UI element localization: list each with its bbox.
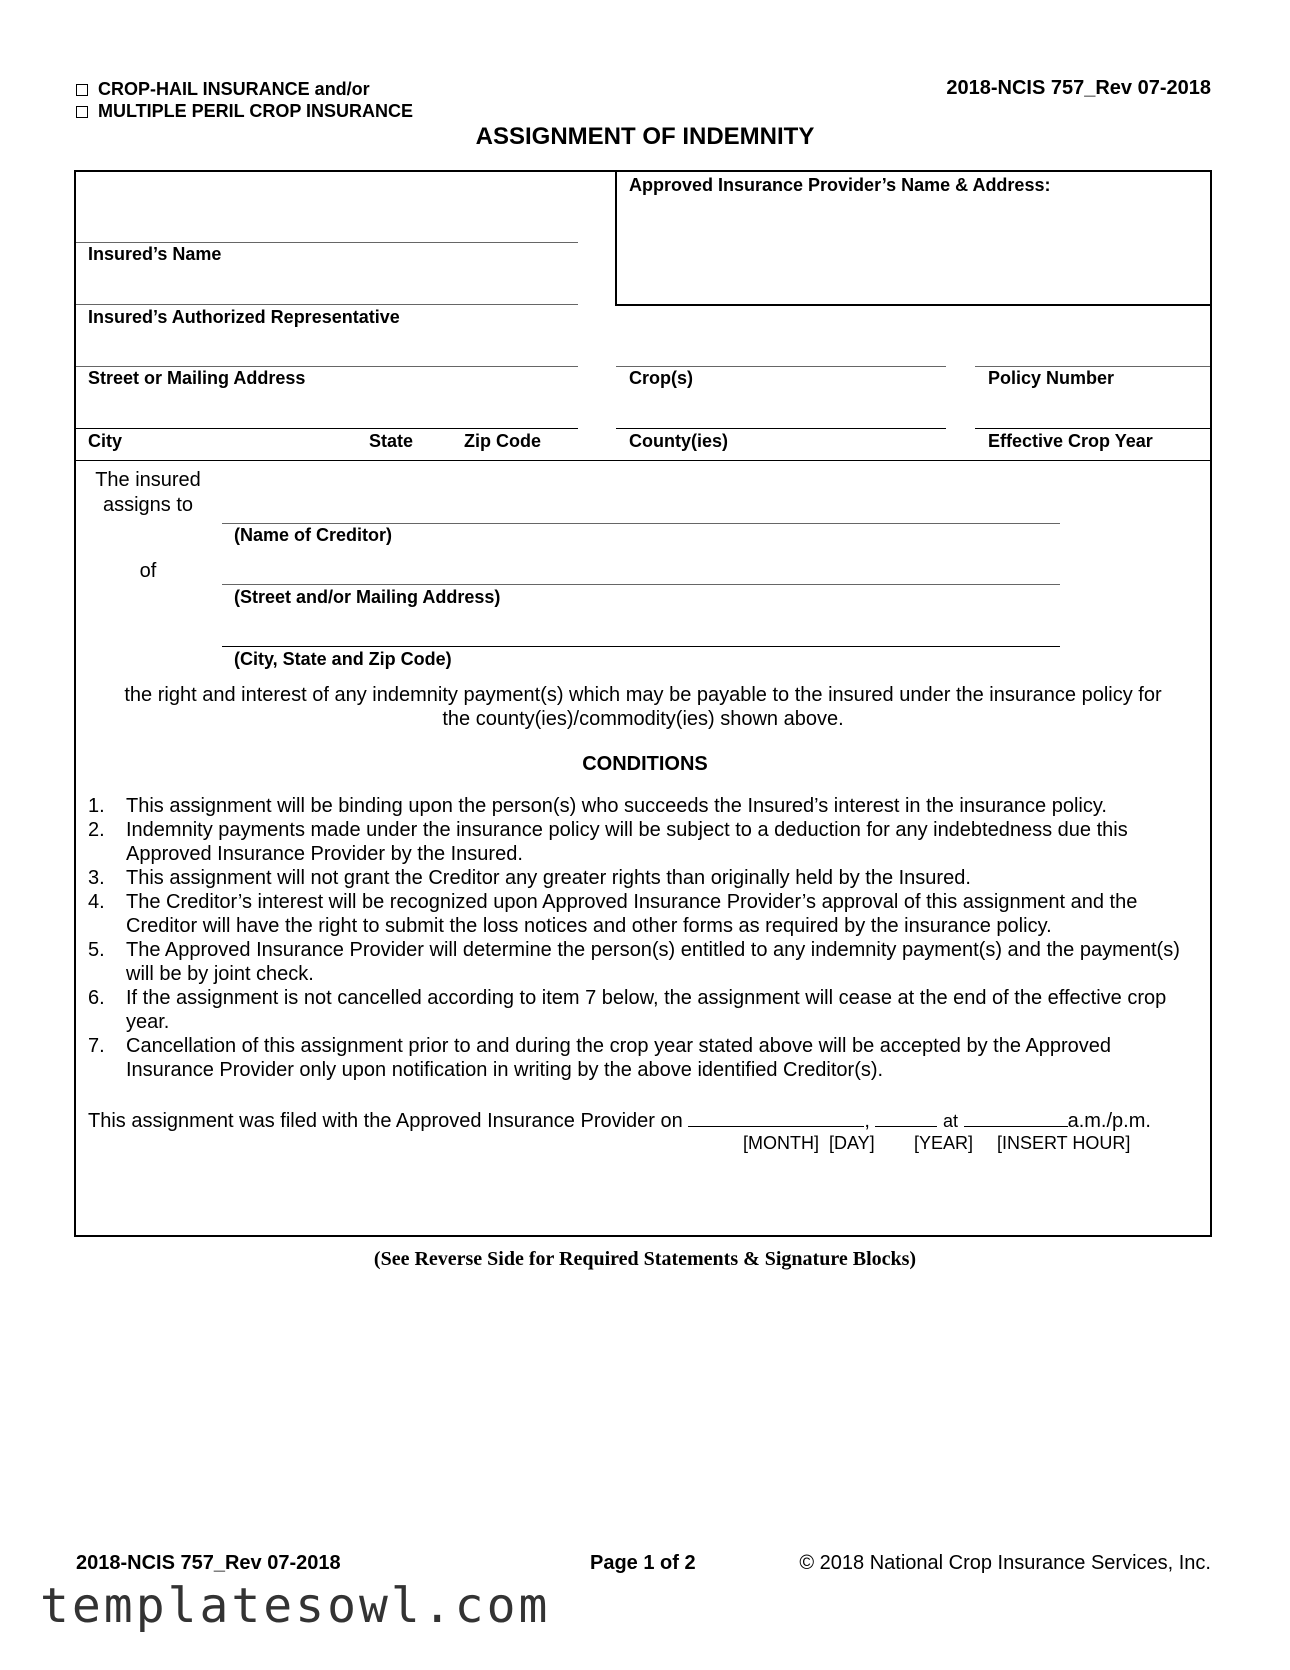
provider-label: Approved Insurance Provider’s Name & Address: [629, 175, 1051, 195]
assign-intro-line1: The insured [95, 469, 201, 491]
footer-copyright: © 2018 National Crop Insurance Services, Inc. [799, 1552, 1211, 1574]
insured-name-label: Insured’s Name [88, 244, 222, 264]
page-title: ASSIGNMENT OF INDEMNITY [475, 123, 815, 150]
city-label: City [88, 431, 123, 451]
state-label: State [369, 431, 414, 451]
condition-text: This assignment will not grant the Creditor any greater rights than originally held by the Insured. [126, 867, 971, 889]
condition-text: The Approved Insurance Provider will determine the person(s) entitled to any indemnity payment(s) and the payment(s) will be by joint check. [126, 939, 1180, 985]
conditions-heading: CONDITIONS [582, 753, 708, 775]
condition-text: Indemnity payments made under the insurance policy will be subject to a deduction for any indebtedness due this Approved Insurance Provider by the Insured. [126, 819, 1128, 865]
form-id-top: 2018-NCIS 757_Rev 07-2018 [946, 77, 1211, 99]
condition-item [88, 986, 1198, 1034]
creditor-city-field[interactable] [224, 618, 1058, 644]
conditions-list [88, 794, 1198, 1082]
creditor-name-label: (Name of Creditor) [234, 525, 393, 545]
filed-hour-label: [INSERT HOUR] [997, 1133, 1131, 1153]
filed-at: at [943, 1111, 959, 1131]
city-line [76, 428, 578, 429]
condition-text: If the assignment is not cancelled according to item 7 below, the assignment will cease at the end of the effective crop year. [126, 987, 1167, 1033]
creditor-street-field[interactable] [224, 556, 1058, 582]
street-label: Street or Mailing Address [88, 368, 306, 388]
policy-number-label: Policy Number [988, 368, 1115, 388]
condition-text: This assignment will be binding upon the person(s) who succeeds the Insured’s interest in the insurance policy. [126, 795, 1107, 817]
condition-text: Cancellation of this assignment prior to and during the crop year stated above will be accepted by the Approved Insurance Provider only upon notification in writing by the above identified Creditor(s). [126, 1035, 1112, 1081]
filed-month-day-field[interactable] [688, 1108, 864, 1127]
crops-field[interactable] [618, 335, 944, 361]
insured-name-field[interactable] [88, 212, 578, 238]
insured-name-line [76, 242, 578, 243]
counties-label: County(ies) [629, 431, 728, 451]
policy-number-line [975, 366, 1210, 367]
counties-line [616, 428, 946, 429]
section-divider [74, 460, 1212, 461]
creditor-city-line [222, 646, 1060, 647]
condition-item [88, 1034, 1198, 1082]
provider-field[interactable] [630, 200, 1200, 295]
condition-item [88, 794, 1198, 818]
creditor-street-line [222, 584, 1060, 585]
footer-form-id: 2018-NCIS 757_Rev 07-2018 [76, 1552, 341, 1574]
counties-field[interactable] [618, 397, 944, 423]
creditor-city-label: (City, State and Zip Code) [234, 649, 452, 669]
statement-line2: the county(ies)/commodity(ies) shown above. [442, 708, 844, 730]
policy-number-field[interactable] [977, 335, 1207, 361]
watermark: templatesowl.com [40, 1578, 551, 1634]
condition-number: 3. [88, 867, 105, 889]
condition-number: 4. [88, 891, 105, 913]
crop-year-field[interactable] [977, 397, 1207, 423]
creditor-name-field[interactable] [224, 495, 1058, 521]
filed-hour-field[interactable] [964, 1108, 1068, 1127]
filed-year-field[interactable] [875, 1108, 937, 1127]
condition-item [88, 818, 1198, 866]
city-state-zip-field[interactable] [88, 397, 578, 423]
reverse-side-note: (See Reverse Side for Required Statements & Signature Blocks) [373, 1248, 917, 1270]
creditor-street-label: (Street and/or Mailing Address) [234, 587, 501, 607]
filed-ampm: a.m./p.m. [1067, 1110, 1151, 1132]
assign-intro-line2: assigns to [102, 494, 194, 516]
statement-line1: the right and interest of any indemnity payment(s) which may be payable to the insured under the insurance policy for [124, 684, 1162, 706]
condition-item [88, 890, 1198, 938]
street-field[interactable] [88, 335, 578, 361]
condition-text: The Creditor’s interest will be recognized upon Approved Insurance Provider’s approval of this assignment and the Creditor will have the right to submit the loss notices and other forms as required by the insurance policy. [126, 891, 1138, 937]
condition-item [88, 938, 1198, 986]
filed-year-label: [YEAR] [914, 1133, 974, 1153]
street-line [76, 366, 578, 367]
zip-label: Zip Code [464, 431, 541, 451]
assignment-statement [88, 683, 1198, 731]
crops-label: Crop(s) [629, 368, 693, 388]
crop-year-label: Effective Crop Year [988, 431, 1153, 451]
filed-text: This assignment was filed with the Approved Insurance Provider on [88, 1110, 683, 1132]
crop-hail-checkbox[interactable] [76, 84, 88, 96]
representative-field[interactable] [88, 274, 578, 300]
assign-intro [88, 468, 208, 518]
creditor-name-line [222, 523, 1060, 524]
condition-number: 1. [88, 795, 105, 817]
crop-hail-option [76, 79, 370, 100]
mpci-checkbox[interactable] [76, 106, 88, 118]
representative-label: Insured’s Authorized Representative [88, 307, 400, 327]
footer-page-number: Page 1 of 2 [590, 1552, 696, 1574]
mpci-label: MULTIPLE PERIL CROP INSURANCE [98, 101, 414, 121]
condition-number: 2. [88, 819, 105, 841]
mpci-option [76, 101, 413, 122]
condition-item [88, 866, 1198, 890]
condition-number: 6. [88, 987, 105, 1009]
crop-hail-label: CROP-HAIL INSURANCE and/or [98, 79, 370, 99]
representative-line [76, 304, 578, 305]
condition-number: 5. [88, 939, 105, 961]
filed-line: This assignment was filed with the Approved Insurance Provider on , at a.m./p.m. [88, 1110, 1151, 1132]
crop-year-line [975, 428, 1210, 429]
condition-number: 7. [88, 1035, 105, 1057]
crops-line [616, 366, 946, 367]
filed-month-day-label: [MONTH] [DAY] [743, 1133, 875, 1153]
of-label: of [139, 560, 157, 582]
